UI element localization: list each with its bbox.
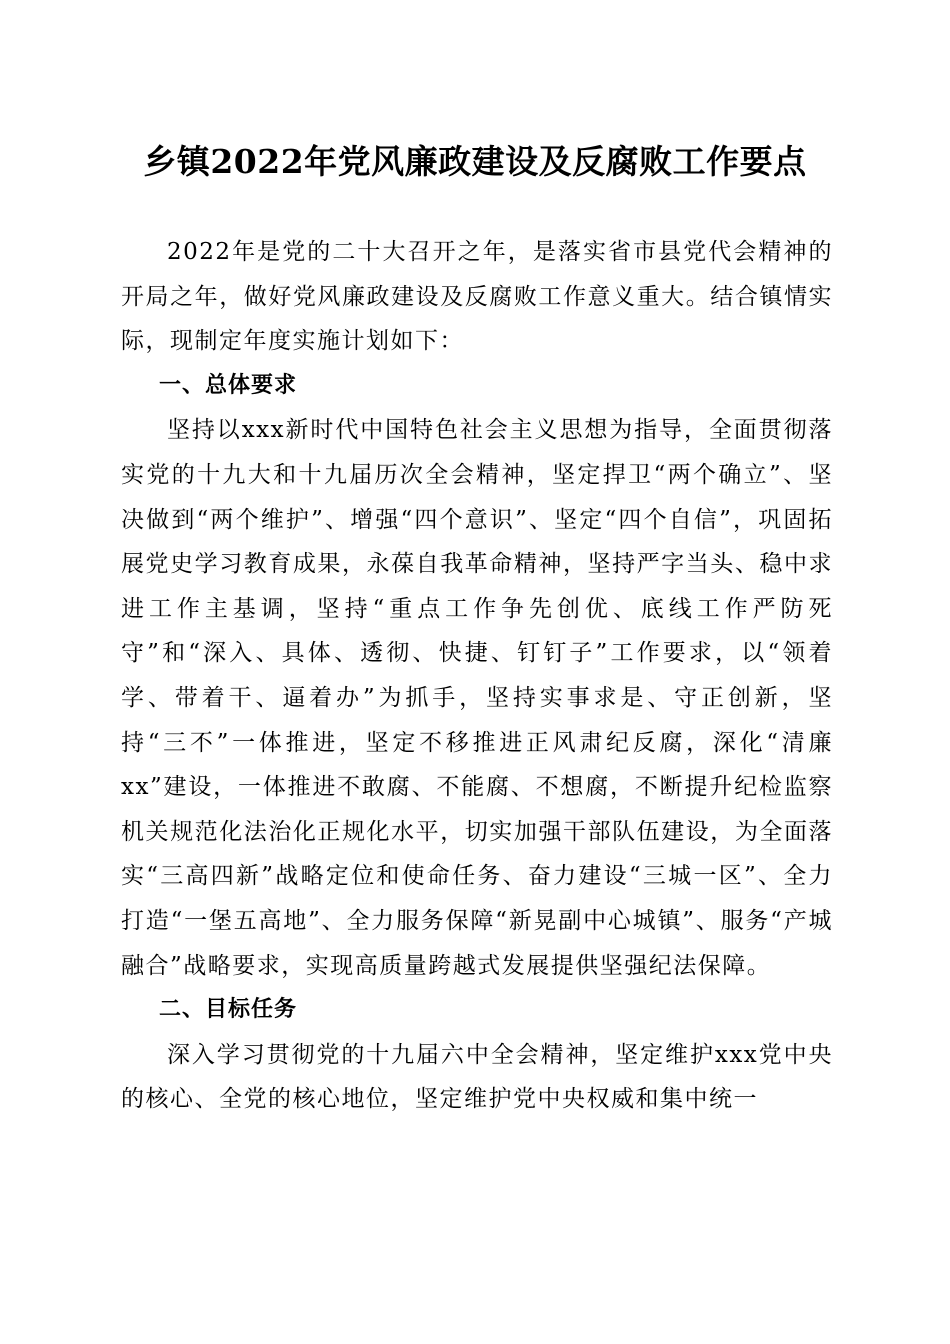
intro-paragraph: 2022年是党的二十大召开之年，是落实省市县党代会精神的开局之年，做好党风廉政建设及反腐败工作意义重大。结合镇情实际，现制定年度实施计划如下： bbox=[121, 239, 833, 355]
section-heading-target-tasks: 二、目标任务 bbox=[159, 997, 298, 1023]
section-heading-general-requirements: 一、总体要求 bbox=[159, 372, 298, 398]
target-tasks-paragraph: 深入学习贯彻党的十九届六中全会精神，坚定维护xxx党中央的核心、全党的核心地位，坚定维护党中央权威和集中统一 bbox=[121, 1041, 833, 1113]
general-requirements-paragraph: 坚持以xxx新时代中国特色社会主义思想为指导，全面贯彻落实党的十九大和十九届历次全会精神，坚定捍卫“两个确立”、坚决做到“两个维护”、增强“四个意识”、坚定“四个自信”，巩固拓展党史学习教育成果，永葆自我革命精神，坚持严字当头、稳中求进工作主基调，坚持“重点工作争先创优、底线工作严防死守”和“深入、具体、透彻、快捷、钉钉子”工作要求，以“领着学、带着干、逼着办”为抓手，坚持实事求是、守正创新，坚持“三不”一体推进，坚定不移推进正风肃纪反腐，深化“清廉xx”建设，一体推进不敢腐、不能腐、不想腐，不断提升纪检监察机关规范化法治化正规化水平，切实加强干部队伍建设，为全面落实“三高四新”战略定位和使命任务、奋力建设“三城一区”、全力打造“一堡五高地”、全力服务保障“新晃副中心城镇”、服务“产城融合”战略要求，实现高质量跨越式发展提供坚强纪法保障。 bbox=[121, 417, 833, 979]
document-body bbox=[121, 230, 833, 1122]
document-title: 乡镇2022年党风廉政建设及反腐败工作要点 bbox=[143, 142, 807, 181]
